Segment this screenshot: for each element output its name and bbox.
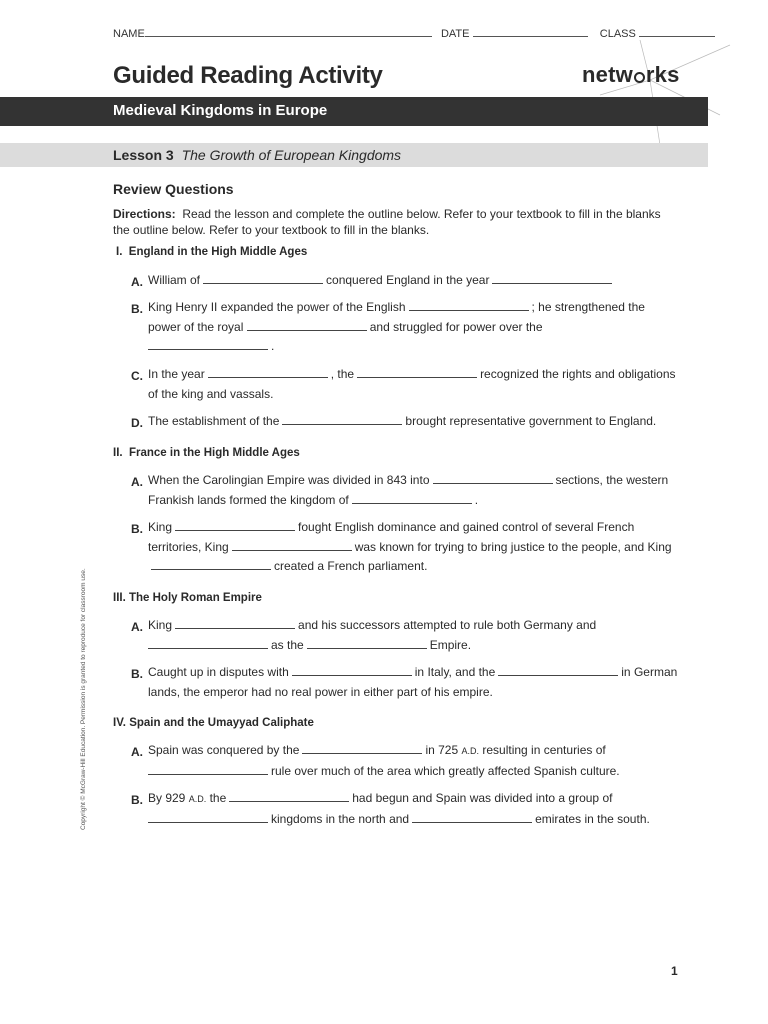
blank-field[interactable]	[148, 637, 268, 649]
item-text: created a French parliament.	[274, 559, 428, 573]
blank-field[interactable]	[307, 637, 427, 649]
blank-field[interactable]	[208, 366, 328, 378]
chapter-banner	[0, 97, 708, 126]
networks-logo	[582, 62, 680, 88]
blank-field[interactable]	[148, 338, 268, 350]
item-text: conquered England in the year	[326, 273, 490, 287]
item-text: kingdoms in the north and	[271, 811, 410, 826]
logo-text-end: rks	[645, 62, 680, 87]
item-letter: A.	[131, 745, 143, 759]
item-text: emirates in the south.	[535, 811, 650, 826]
item-text: brought representative government to England.	[405, 414, 657, 428]
item-text: in German lands, the emperor had no real power in either part of his empire.	[148, 665, 678, 699]
item-text: William of	[148, 273, 201, 287]
logo-o-icon	[634, 72, 645, 83]
outline-item	[148, 471, 678, 510]
blank-field[interactable]	[148, 763, 268, 775]
item-text: .	[474, 492, 479, 507]
item-letter: D.	[131, 416, 143, 430]
item-text: King	[148, 618, 173, 632]
outline-item	[148, 741, 678, 781]
item-text: .	[271, 339, 275, 353]
item-text: King	[148, 520, 173, 534]
section-title: England in the High Middle Ages	[128, 246, 308, 258]
blank-field[interactable]	[292, 664, 412, 676]
section-numeral: II.	[113, 447, 123, 459]
item-letter: A.	[131, 275, 143, 289]
item-text: Caught up in disputes with	[148, 665, 289, 679]
section-title: The Holy Roman Empire	[128, 592, 262, 604]
item-text: had begun and Spain was divided into a group of	[352, 791, 613, 805]
item-letter: A.	[131, 475, 143, 489]
review-heading: Review Questions	[113, 181, 234, 197]
item-letter: B.	[131, 522, 143, 536]
outline-item	[148, 365, 678, 404]
blank-field[interactable]	[148, 811, 268, 823]
item-text: fought English dominance and gained control of several French territories, King	[148, 520, 635, 554]
blank-field[interactable]	[433, 472, 553, 484]
item-text: rule over much of the area which greatly affected Spanish culture.	[271, 763, 620, 778]
section-heading	[116, 246, 307, 258]
lesson-title: The Growth of European Kingdoms	[181, 147, 402, 163]
era-abbreviation: A.D.	[461, 746, 479, 756]
date-label: DATE	[440, 28, 470, 40]
item-text: , the	[330, 367, 355, 381]
outline-item	[148, 518, 678, 577]
section-title: Spain and the Umayyad Caliphate	[129, 717, 314, 729]
class-field[interactable]	[639, 27, 715, 37]
lesson-bar	[0, 143, 708, 167]
item-letter: B.	[131, 667, 143, 681]
item-text: The establishment of the	[148, 414, 280, 428]
section-numeral: I.	[116, 246, 123, 258]
header-fields	[113, 27, 715, 40]
outline-item	[148, 298, 678, 357]
item-letter: B.	[131, 793, 143, 807]
item-text: In the year	[148, 367, 205, 381]
item-text: and his successors attempted to rule both Germany and	[298, 618, 597, 632]
era-abbreviation: A.D.	[188, 794, 207, 804]
blank-field[interactable]	[232, 539, 352, 551]
directions	[113, 206, 673, 238]
section-numeral: III.	[113, 592, 126, 604]
section-heading	[113, 717, 314, 729]
blank-field[interactable]	[229, 790, 349, 802]
blank-field[interactable]	[175, 519, 295, 531]
item-text: resulting in centuries of	[482, 743, 606, 757]
date-field[interactable]	[473, 27, 588, 37]
directions-text: Read the lesson and complete the outline below. Refer to your textbook to fill in the blanks the outline below. Refer to your textbook to fill in the blanks.	[113, 207, 661, 237]
item-text: and struggled for power over the	[369, 319, 543, 334]
outline-item	[148, 789, 678, 829]
blank-field[interactable]	[357, 366, 477, 378]
item-text: as the	[271, 637, 304, 652]
item-text: in 725	[425, 743, 459, 757]
item-text: recognized the rights and obligations of the king and vassals.	[148, 367, 676, 401]
item-text: was known for trying to bring justice to the people, and King	[354, 539, 672, 554]
section-heading	[113, 592, 262, 604]
section-title: France in the High Middle Ages	[128, 447, 300, 459]
logo-text-start: netw	[582, 62, 633, 87]
section-heading	[113, 447, 300, 459]
item-text: in Italy, and the	[414, 665, 496, 679]
item-text: Spain was conquered by the	[148, 743, 300, 757]
item-text: ; he strengthened the power of the royal	[148, 300, 645, 334]
lesson-label: Lesson 3	[113, 147, 174, 163]
blank-field[interactable]	[412, 811, 532, 823]
blank-field[interactable]	[247, 319, 367, 331]
outline-item	[148, 271, 678, 291]
item-text: By 929	[148, 791, 186, 805]
item-letter: C.	[131, 369, 143, 383]
item-text: King Henry II expanded the power of the English	[148, 300, 406, 314]
outline-item	[148, 663, 678, 702]
item-text: sections, the western Frankish lands formed the kingdom of	[148, 473, 669, 507]
chapter-title: Medieval Kingdoms in Europe	[113, 102, 328, 119]
blank-field[interactable]	[282, 413, 402, 425]
item-letter: A.	[131, 620, 143, 634]
class-label: CLASS	[599, 28, 636, 40]
item-text: the	[209, 791, 227, 805]
blank-field[interactable]	[175, 617, 295, 629]
blank-field[interactable]	[352, 492, 472, 504]
outline-item	[148, 616, 678, 655]
logo-starburst-decoration	[540, 40, 740, 150]
outline-item	[148, 412, 678, 432]
item-letter: B.	[131, 302, 143, 316]
blank-field[interactable]	[151, 558, 271, 570]
blank-field[interactable]	[302, 742, 422, 754]
copyright-notice: Copyright © McGraw-Hill Education. Permission is granted to reproduce for classroom use.	[80, 568, 87, 830]
name-field[interactable]	[145, 27, 432, 37]
page-title: Guided Reading Activity	[113, 62, 383, 89]
item-text: When the Carolingian Empire was divided in 843 into	[148, 473, 430, 487]
blank-field[interactable]	[492, 272, 612, 284]
directions-label: Directions:	[113, 207, 176, 221]
name-label: NAME	[113, 28, 145, 40]
blank-field[interactable]	[409, 299, 529, 311]
blank-field[interactable]	[498, 664, 618, 676]
blank-field[interactable]	[203, 272, 323, 284]
item-text: Empire.	[429, 637, 472, 652]
section-numeral: IV.	[113, 717, 127, 729]
page-number: 1	[671, 964, 678, 978]
